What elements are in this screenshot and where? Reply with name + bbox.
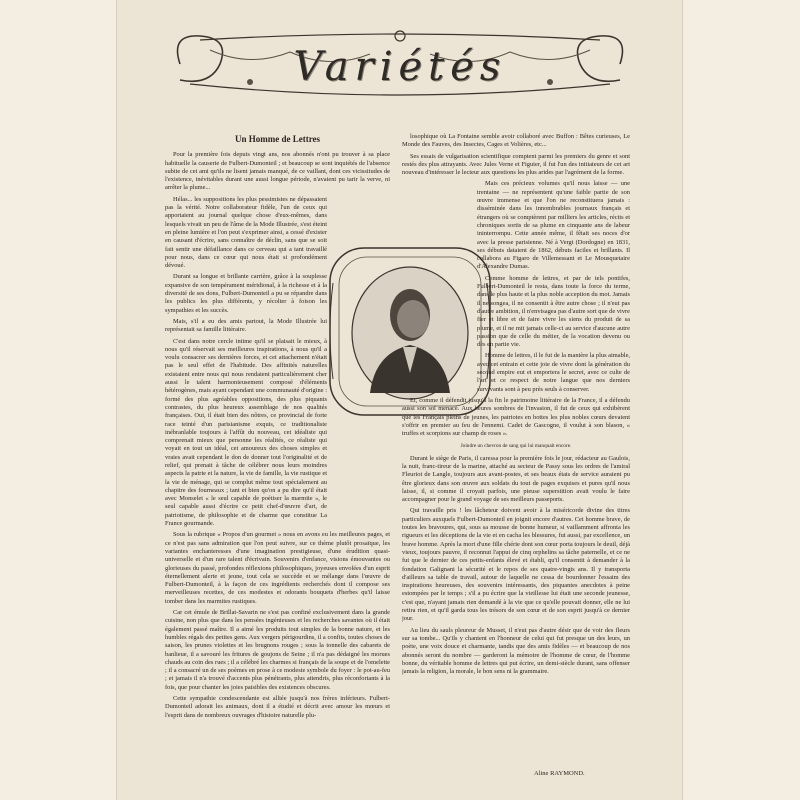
paragraph: Qui travaille pris ! les lâcheteur doivent avoir à la miséricorde divine des titres particuliers auxquels Fulbert-Dumonteil en joignit encore d'autres. Cet homme brave, de toutes les bravoures, qui, sous sa mousse de bonne humeur, si vaillamment affronta les rigueurs et les déceptions de la vie et en cacha les blessures, fut aussi, par excellence, un brave homme. Après la mort d'une fille chérie dont son cœur porta toujours le deuil, déjà vieux, toujours pauvre, il reconnut l'appui de cinq orphelins sa tâche paternelle, et ce ne fut que le dernier de ces petits-enfants élevé et établi, qu'il consentit à demander à la fondation Galignani la sécurité et le repos de ses quatre-vingts ans. Il y transporta d'ailleurs sa table de travail, autour de laquelle ne cessa de bourdonner l'essaim des inspirations heureuses, des souvenirs intéressants, des piquantes anecdotes à peine estompées par le temps ; s'il a pu écrire que la vieillesse lui était une seconde jeunesse, c'est que, n'ayant jamais rien demandé à la vie que ce qu'elle pouvait donner, elle ne lui retira rien, et qu'il garda tous les trésors de son cœur et de son esprit jusqu'à ce dernier jour. [402,507,630,623]
paragraph: C'est dans notre cercle intime qu'il se plaisait le mieux, à nous qu'il réservait ses meilleures inspirations, à nous qu'il a voulu consacrer ses dernières forces, et cet attachement n'était pas le seul effet de l'habitude. Des affinités naturelles existaient entre nous qui nous rendaient particulièrement cher aussi le talent harmonieusement composé d'éléments hétérogènes, mais ayant cependant une communauté d'origine : formé des plus agréables oppositions, des plus piquants contrastes, du plus heureux assemblage de nos qualités françaises. Oui, il était bien des nôtres, ce provincial de forte race teinté d'un parisianisme exquis, ce traditionaliste inébranlable toujours à l'affût du nouveau, cet idéaliste qui comprenait mieux que personne les réalités, ce réaliste qui voyait en tout un idéal, cet amoureux des choses simples et vraies avait cependant le don de donner tout l'originalité et de relief, qui prenait à tâche de célébrer nous leurs moindres aspects la patrie et la nature, la vie de famille, la vie rustique et la vie de ménage, qui se complut même tout spécialement au chapitre des fourneaux ; tant et bien qu'on a pu dire qu'il était avec Monselet « le seul capable de poétiser la marmite », le seul capable aussi d'écrire ce petit chef-d'œuvre d'art, de patriotisme, de philosophie et de charme que constitue La France gourmande. [165,337,327,528]
section-title: Variétés [293,44,507,90]
paragraph: Mais ces précieux volumes qu'il nous laisse — une trentaine — ne représentent qu'une faible partie de son œuvre immense et que l'on ne reconstituera jamais : disséminée dans les innombrables journaux français et étrangers où se comptèrent par milliers les articles, récits et chroniques sortis de sa plume en cinquante ans de labeur ininterrompu. Cette année même, il fêtait ses noces d'or avec la presse parisienne. Né à Vergt (Dordogne) en 1831, ses débuts dataient de 1862, débuts faciles et brillants. Il collabora au Figaro de Villemessant et Le Mousquetaire d'Alexandre Dumas. [477,180,630,271]
paragraph: Ses essais de vulgarisation scientifique comptent parmi les premiers du genre et sont restés des plus attrayants. Avec Jules Verne et Figuier, il fut l'un des initiateurs de cet art nouveau d'intéresser le lecteur aux questions les plus arides par l'agrément de la forme. [402,152,630,177]
author-signature: Aline RAYMOND. [534,770,585,777]
paragraph: Comme homme de lettres, et par de tels pontifes, Fulbert-Dumonteil le resta, dans toute la force du terme, dans le plus haute et la plus noble acception du mot. Jamais il ne songea, il ne consentit à être autre chose ; il n'eut pas d'autre ambition, il n'envisagea pas d'autre sort que de vivre fier et libre et de faire vivre les siens du produit de sa plume, et il ne mit jamais celle-ci au service d'aucune autre passion que de celle du métier, de la vocation devenu ou dès en partie vie. [477,274,630,349]
right-column [402,133,630,783]
paragraph: Cette sympathie condescendante est alliée jusqu'à nos frères inférieurs. Fulbert-Dumonteil adorait les animaux, dont il a étudié et décrit avec amour les mœurs et l'esprit dans de nombreux ouvrages d'histoire naturelle plu- [165,695,390,719]
article-title: Un Homme de Lettres [234,134,321,144]
varietes-banner [160,24,640,104]
paragraph: Durant sa longue et brillante carrière, grâce à la souplesse expansive de son tempérament méridional, à la richesse et à la diversité de ses dons, Fulbert-Dumonteil a pu se répandre dans les publics les plus différents, y récolter à foison les sympathies et les succès. [165,273,327,314]
paragraph: Et, comme il défendit jusqu'à la fin le patrimoine littéraire de la France, il a défendu aussi son sol menacé. Aux heures sombres de l'invasion, il fut de ceux qui exhibèrent que les Français pleins de jeunes, les patriotes en bottes les plus nobles cœurs devaient s'offrir en premier au feu de l'ennemi. Cadet de Gascogne, il voulut à son blason, « truffes et scorpions sur champ de roses ». [402,396,630,438]
paragraph: Homme de lettres, il le fut de la manière la plus aimable, avec cet entrain et cette joie de vivre dont la génération du second empire eut et emporterа le secret, avec ce culte de l'art et ce respect de notre langue que nos derniers survivants sont à peu près seuls à conserver. [477,352,630,393]
paragraph: Hélas... les suppositions les plus pessimistes ne dépassaient pas la vérité. Notre collaborateur fidèle, l'un de ceux qui apportaient au journal quelque chose d'eux-mêmes, dans lesquels vivait un peu de l'âme de la Mode Illustrée, s'est éteint en pleine lumière et l'on peut s'exprimer ainsi, a cessé d'exister en causant d'écrire, sans connaître de déclin, sans que se soit fait sentir une défaillance dans ce cerveau qui a tant travaillé pour nous, dans ce cœur qui nous était si profondément dévoué. [165,195,327,270]
paragraph: Durant le siège de Paris, il caressa pour la première fois le jour, rédacteur au Gaulois, la nuit, franc-tireur de la marine, attaché au secteur de Passy sous les ordres de l'amiral Fleuriot de Langle, toujours aux avant-postes, et ses beaux états de service auraient pu être glorieux dans son œuvre aux soldats du tout de pages exquises et pures qu'il nous laisse, il, si comme il croyait parfois, une pieuse superstition avait voulu le faire accompagner pour le grand voyage de ses meilleurs passeports. [402,454,630,504]
paragraph: losophique où La Fontaine semble avoir collaboré avec Buffon : Bêtes curieuses, Le Monde des Fauves, des Insectes, Cages et Volières, etc... [402,133,630,149]
paragraph: Sous la rubrique « Propos d'un gourmet » nous en avons eu les meilleures pages, et ce n'est pas sans admiration que l'on peut suivre, sur ce thème plutôt prosaïque, les variantes enchanteresses d'une imagination prestigieuse, d'une érudition quasi-universelle et d'un rare talent d'écrivain. Souvenirs d'enfance, visions émouvantes ou glorieuses du passé, profondes réflexions philosophiques, joyeuses envolées d'un esprit éternellement alerte et jeune, tout cela se succède et se mélange dans l'œuvre de Fulbert-Dumonteil, à la façon de ces ingrédients recherchés dont il compose ses merveilleuses recettes, de ces modestes et odorants bouquets d'herbes qu'il laisse tomber dans les marmites rustiques. [165,531,390,605]
paragraph: Au lieu du sauls pleureur de Musset, il n'eut pas d'autre désir que de voir des fleurs sur sa tombe... Qu'ils y chantent en l'honneur de celui qui fut presque un des leurs, un poète, une voix douce et charmante, tandis que des amis fidèles — et beaucoup de nos abonnés seront du nombre — garderont la mémoire de l'homme de cœur, de l'homme bonne, du véritable homme de lettres qui put écrire, un demi-siècle durant, sans offenser jamais la religion, la morale, le bon sens ni la grammaire. [402,626,630,676]
paragraph: Car cet émule de Brillat-Savarin ne s'est pas confiné exclusivement dans la grande cuisine, non plus que dans les pensées ingénieuses et les recherches savantes où il était également passé maître. Il a aimé les produits tout simples de la bonne nature, et les humbles régals des petites gens. Aux vergers périgourdins, il a confits, toutes choses de saison, les prunes violettes et les brugnons rouges ; sous la tonnelle des cabarets de banlieue, il a savouré les fritures de goujons de Seine ; il n'a pas dédaigné les morues chauds au coin des rues ; il a célébré les charmes si français de la soupe et de l'omelette ; il a consacré un de ses poèmes en prose à ce modeste symbole du foyer : le pot-au-feu ; et jamais il n'a trouvé d'accents plus pénétrants, plus attendris, plus réconfortants à la fois, que pour chanter les joies paisibles des existences obscures. [165,609,390,691]
left-column [165,133,390,763]
caption: Joindre un chevron de sang qui lui manquait encore. [460,443,572,450]
paragraph: Mais, s'il a eu des amis partout, la Mode Illustrée lui représentait sa famille littéraire. [165,317,327,334]
paragraph: Pour la première fois depuis vingt ans, nos abonnés n'ont pu trouver à sa place habituelle la causerie de Fulbert-Dumonteil ; et beaucoup se sont inquiétés de l'absence subite de cet ami qu'ils ne lisent jamais manqué, de ce vaillant, dont ces vicissitudes de l'existence, inévitables durant une aussi longue période, n'avaient pu tarir la verve, ni arrêter la plume... [165,151,390,192]
